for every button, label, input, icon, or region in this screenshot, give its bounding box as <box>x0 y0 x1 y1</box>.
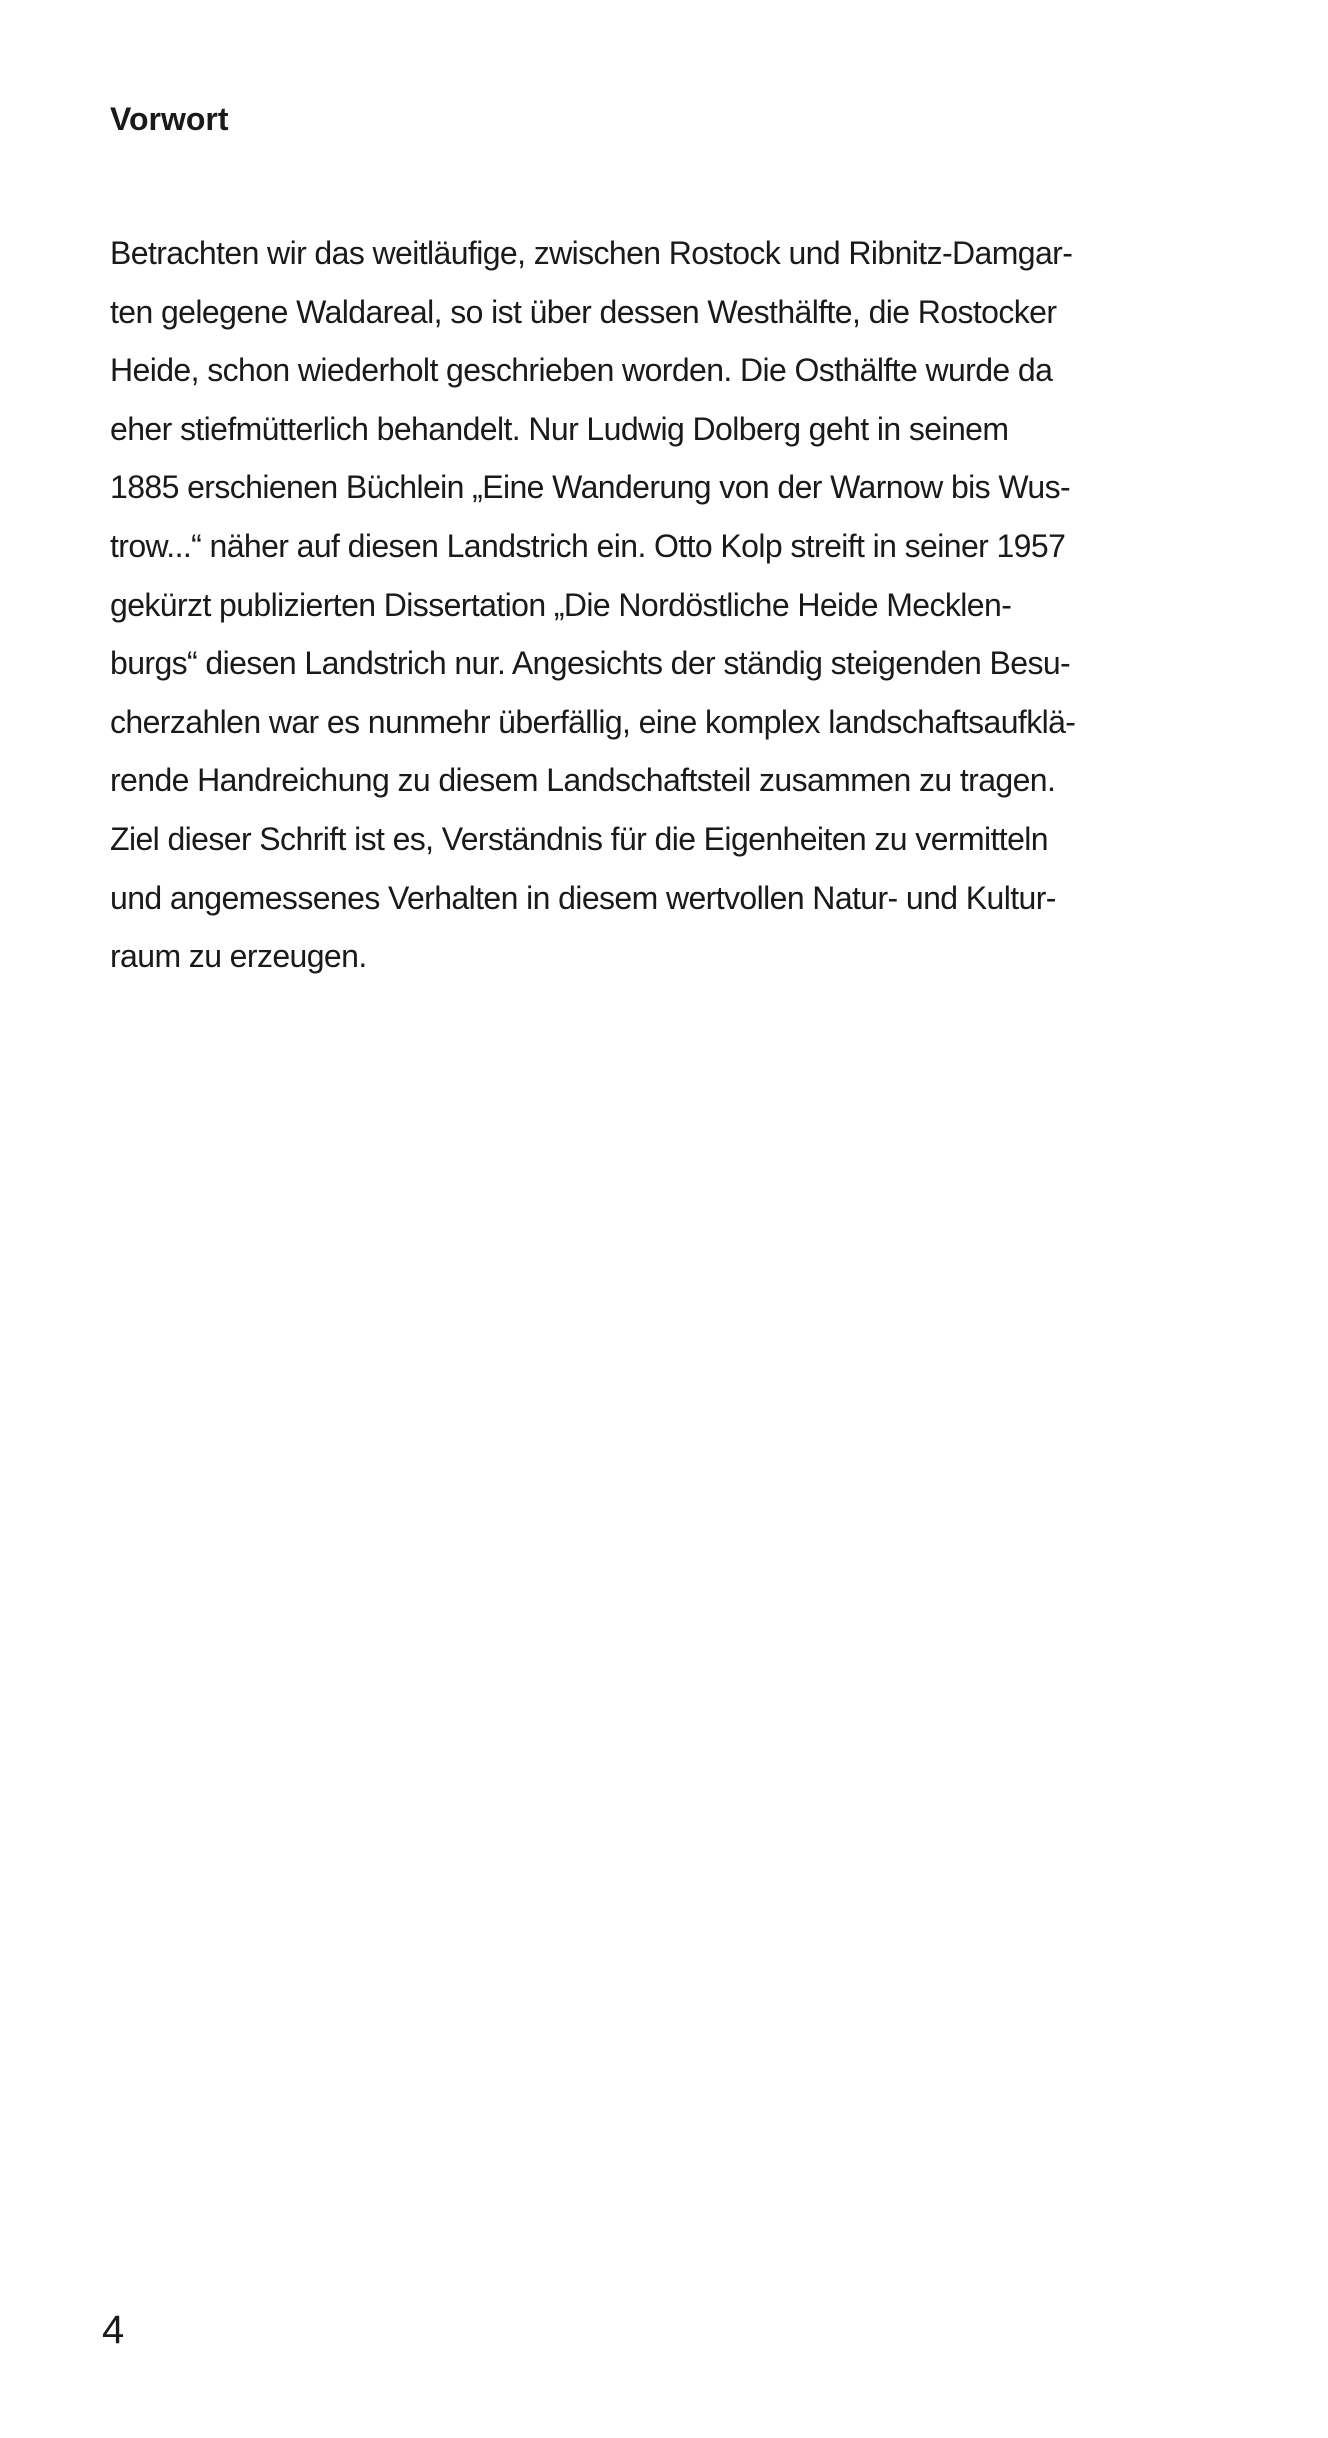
paragraph-line: rende Handreichung zu diesem Landschaftsteil zusammen zu tragen. <box>110 762 1056 799</box>
paragraph-line: und angemessenes Verhalten in diesem wertvollen Natur- und Kultur- <box>110 879 1056 916</box>
paragraph-line: raum zu erzeugen. <box>110 938 367 975</box>
paragraph-line: ten gelegene Waldareal, so ist über dessen Westhälfte, die Rostocker <box>110 293 1057 330</box>
paragraph-line: eher stiefmütterlich behandelt. Nur Ludwig Dolberg geht in seinem <box>110 410 1009 447</box>
paragraph-line: burgs“ diesen Landstrich nur. Angesichts der ständig steigenden Besu- <box>110 645 1071 682</box>
paragraph-line: Betrachten wir das weitläufige, zwischen Rostock und Ribnitz-Damgar- <box>110 235 1073 271</box>
paragraph-line: gekürzt publizierten Dissertation „Die Nordöstliche Heide Mecklen- <box>110 586 1012 623</box>
preface-paragraph <box>110 224 1220 986</box>
paragraph-line: Ziel dieser Schrift ist es, Verständnis für die Eigenheiten zu vermitteln <box>110 820 1048 857</box>
paragraph-line: cherzahlen war es nunmehr überfällig, eine komplex landschaftsaufklä- <box>110 703 1076 740</box>
paragraph-line: trow...“ näher auf diesen Landstrich ein. Otto Kolp streift in seiner 1957 <box>110 527 1066 564</box>
paragraph-line: Heide, schon wiederholt geschrieben worden. Die Osthälfte wurde da <box>110 352 1053 389</box>
section-heading: Vorwort <box>110 101 229 137</box>
paragraph-line: 1885 erschienen Büchlein „Eine Wanderung von der Warnow bis Wus- <box>110 469 1071 506</box>
page-number: 4 <box>102 2308 125 2352</box>
